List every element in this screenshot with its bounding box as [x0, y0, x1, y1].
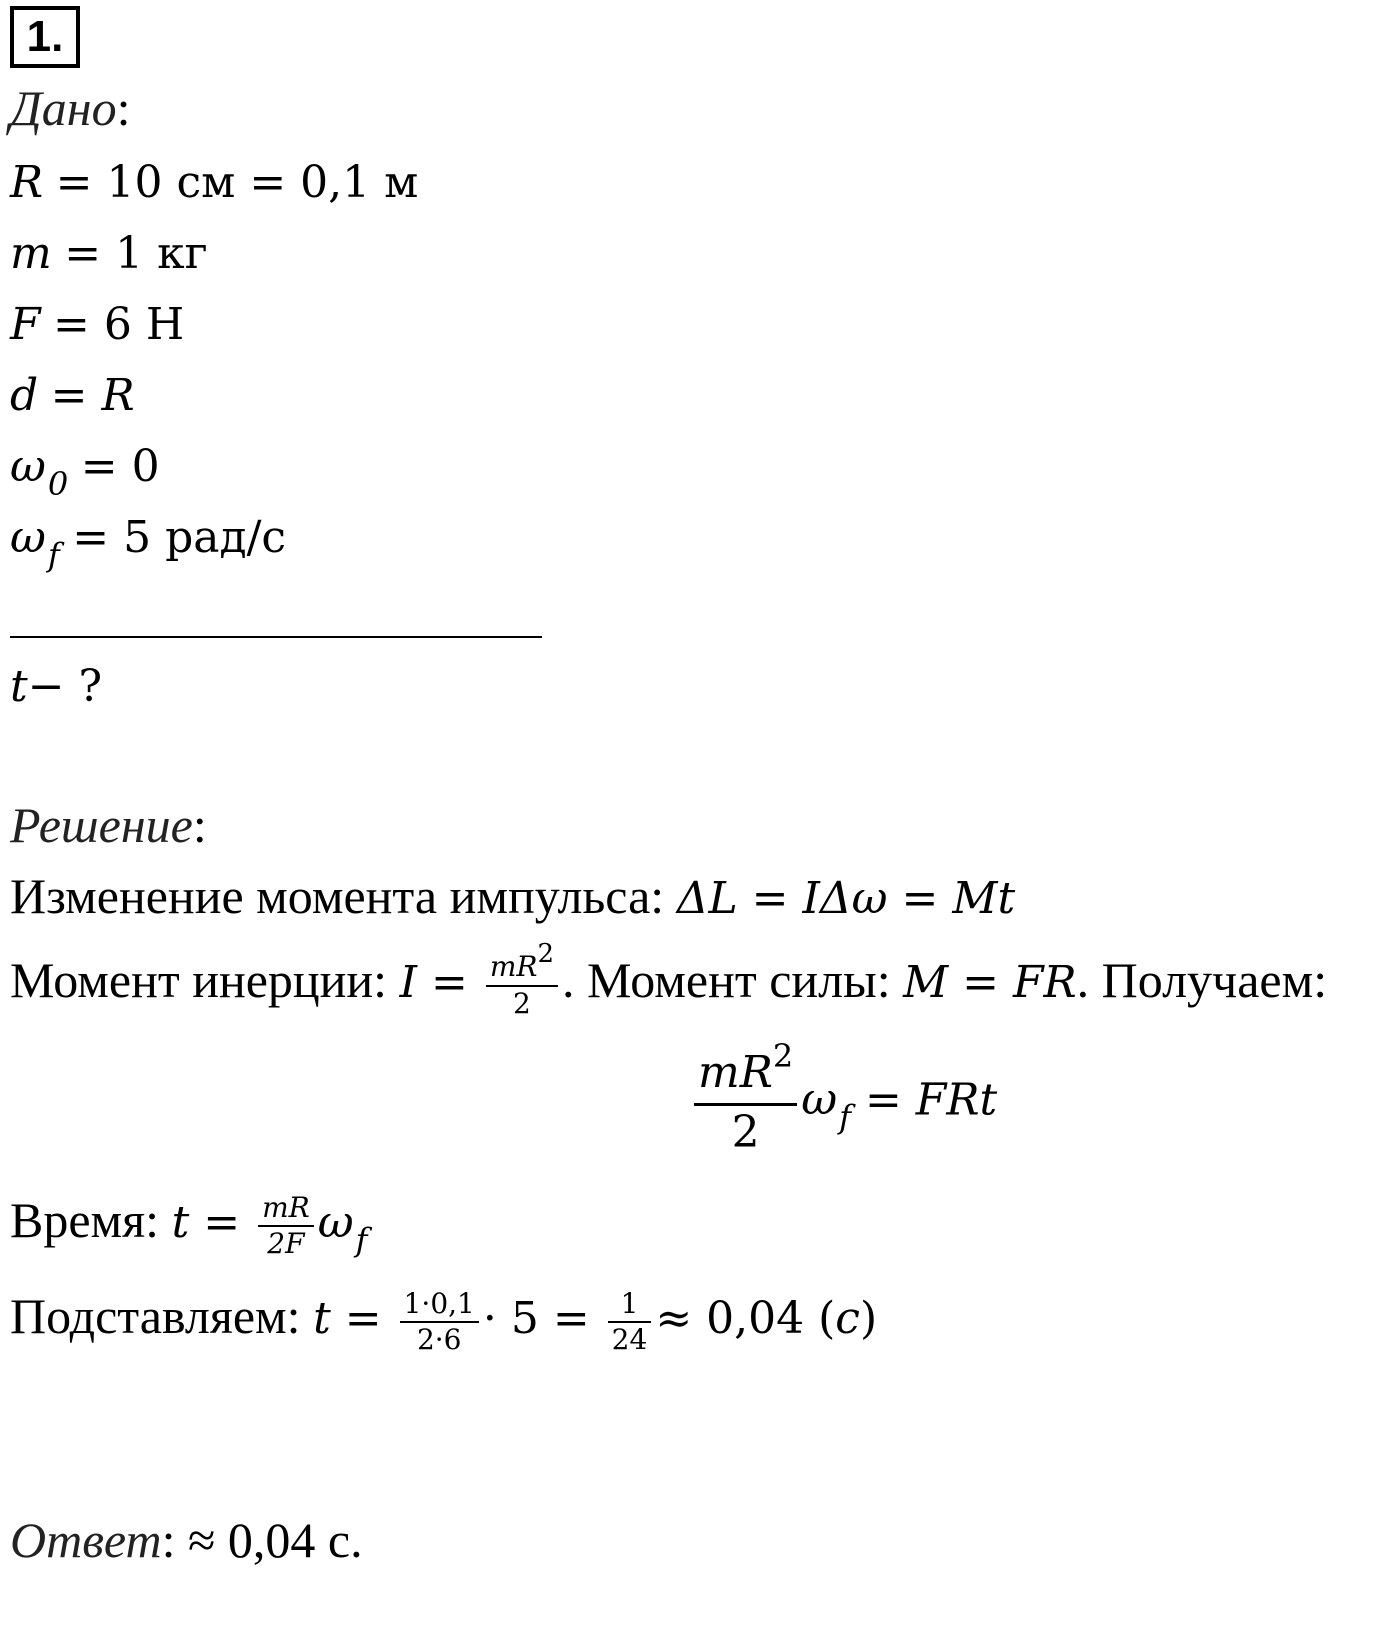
subst-num-2: 1 — [608, 1287, 652, 1323]
value-F: 6 Н — [103, 299, 185, 350]
solution-heading: Решение: — [10, 797, 207, 853]
var-omega0: ω — [10, 441, 46, 492]
subst-end: ≈ 0,04 ( — [655, 1293, 836, 1344]
time-frac-num: mR — [262, 1190, 310, 1224]
solution-line-2 — [10, 939, 1328, 1021]
inertia-text: Момент инерции: — [10, 952, 400, 1008]
torque-text: . Момент силы: — [562, 952, 904, 1008]
main-eq-rhs: = FRt — [850, 1074, 998, 1126]
time-t: t = — [171, 1197, 255, 1248]
given-divider — [10, 636, 542, 638]
find-text: − ? — [27, 661, 103, 712]
time-fraction — [258, 1191, 314, 1261]
sub-0: 0 — [47, 465, 69, 503]
main-eq-den: 2 — [731, 1107, 760, 1158]
main-eq-omega: $\omega_f$ — [801, 1074, 851, 1137]
value-m: 1 кг — [115, 228, 208, 279]
substitution-line — [10, 1286, 877, 1357]
var-F: F — [10, 299, 41, 350]
problem-number-box: 1. — [10, 6, 80, 68]
torque-formula: M = FR — [903, 957, 1077, 1008]
given-d: d = R — [10, 370, 135, 421]
value-R: 10 см = 0,1 м — [106, 157, 419, 208]
time-frac-den: 2F — [267, 1226, 305, 1260]
sub-f: f — [47, 536, 60, 574]
answer-value: ≈ 0,04 с. — [187, 1512, 363, 1568]
var-omegaf: ω — [10, 512, 46, 563]
find-var: t — [10, 661, 28, 712]
momentum-text: Изменение момента импульса: — [10, 868, 677, 924]
given-omega0: $\omega_0 = 0$ — [10, 441, 160, 503]
subst-fraction-2 — [608, 1287, 652, 1357]
given-F: F = 6 Н — [10, 299, 185, 350]
time-label: Время: — [10, 1192, 172, 1248]
answer-line: Ответ: ≈ 0,04 с. — [10, 1512, 363, 1568]
solution-line-1 — [10, 866, 1015, 929]
main-eq-fraction: $\frac{mR^2}{2}$ — [694, 1046, 797, 1160]
subst-den-2: 24 — [611, 1322, 648, 1356]
given-omegaf: $\omega_f = 5$ рад/с — [10, 512, 287, 574]
subst-close: ) — [859, 1293, 878, 1344]
momentum-formula: ΔL = IΔω = Mt — [676, 873, 1016, 924]
solution-heading-label: Решение — [10, 797, 193, 853]
main-eq-num: mR — [698, 1047, 773, 1098]
subst-den-1: 2·6 — [416, 1322, 462, 1356]
subst-label: Подставляем: — [10, 1288, 314, 1344]
given-heading-label: Дано — [10, 80, 117, 136]
value-d: R — [101, 370, 135, 421]
answer-heading: Ответ — [10, 1512, 162, 1568]
given-heading: Дано: — [10, 80, 131, 136]
inertia-fraction: $\frac{mR2}{2}$ — [486, 950, 558, 1021]
time-omega: $\omega_f$ — [317, 1197, 368, 1259]
var-d: d — [10, 370, 39, 421]
inertia-frac-num: mR — [489, 950, 538, 984]
subst-unit: c — [835, 1293, 860, 1344]
var-m: m — [10, 228, 52, 279]
subst-fraction-1 — [400, 1287, 479, 1357]
given-m: m = 1 кг — [10, 228, 208, 279]
inertia-I: I = — [399, 957, 482, 1008]
time-line — [10, 1190, 367, 1261]
inertia-frac-den: 2 — [512, 987, 531, 1021]
given-R: R = 10 см = 0,1 м — [10, 157, 419, 208]
subst-t: t = — [313, 1293, 396, 1344]
main-equation — [690, 1037, 998, 1160]
subst-mid: · 5 = — [482, 1293, 604, 1344]
find-line — [10, 654, 102, 717]
var-R: R — [10, 157, 44, 208]
subst-num-1: 1·0,1 — [400, 1287, 479, 1323]
value-omegaf: 5 рад/с — [123, 512, 287, 563]
getting-text: . Получаем: — [1076, 952, 1328, 1008]
value-omega0: 0 — [131, 441, 160, 492]
